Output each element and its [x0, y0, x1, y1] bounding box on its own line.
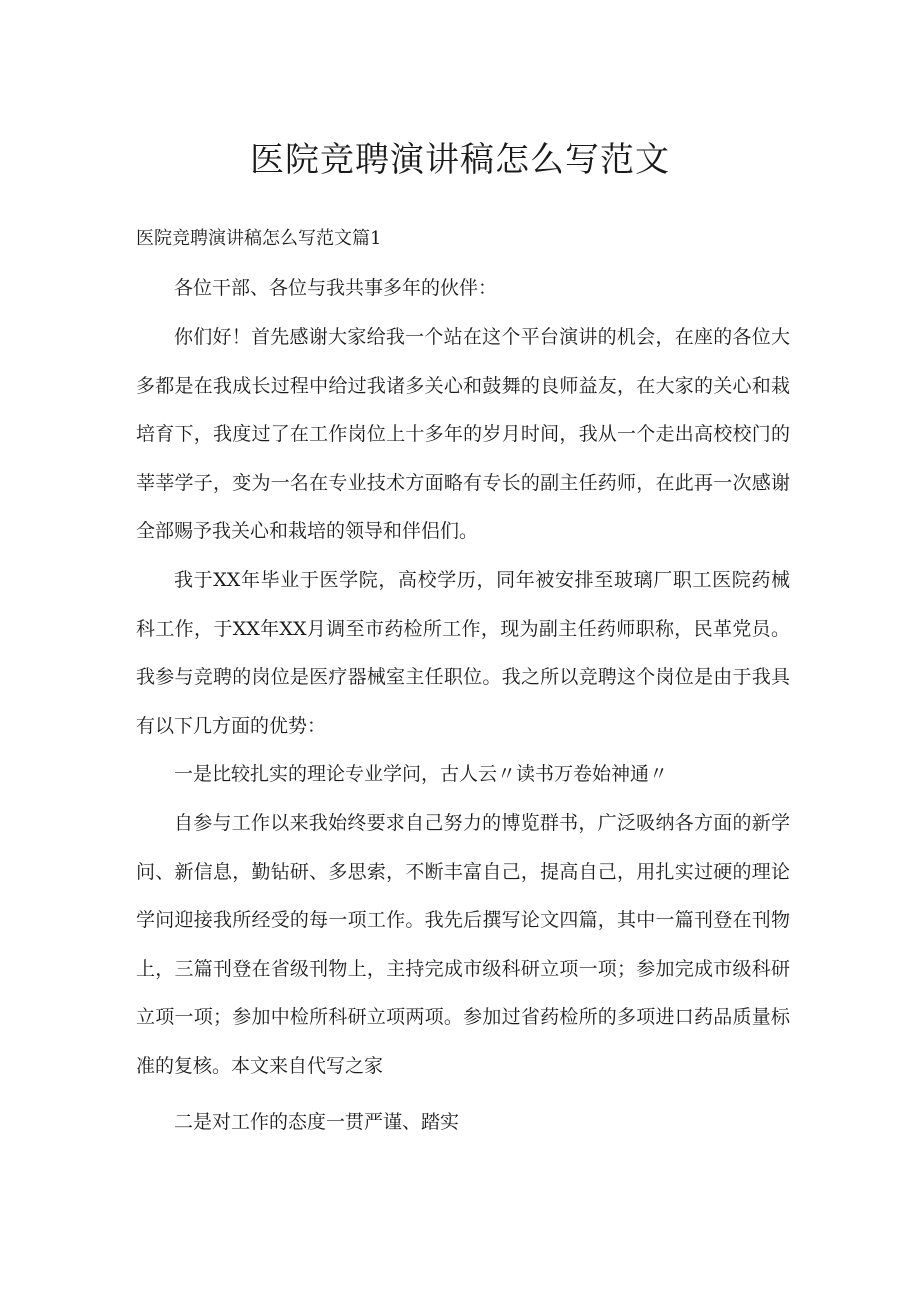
document-title: 医院竞聘演讲稿怎么写范文: [250, 140, 670, 180]
document-subtitle: 医院竞聘演讲稿怎么写范文篇1: [136, 228, 382, 249]
paragraph-greeting: 各位干部、各位与我共事多年的伙伴：: [174, 277, 498, 299]
paragraph-background: 我于XX年毕业于医学院，高校学历，同年被安排至玻璃厂职工医院药械科工作，于XX年XX月调至市药检所工作，现为副主任药师职称，民革党员。我参与竞聘的岗位是医疗器械室主任职位。我之所以竞聘这个岗位是由于我具有以下几方面的优势：: [136, 569, 790, 737]
paragraph-point-two: 二是对工作的态度一贯严谨、踏实: [174, 1111, 460, 1133]
paragraph-study: 自参与工作以来我始终要求自己努力的博览群书，广泛吸纳各方面的新学问、新信息，勤钻研、多思索，不断丰富自己，提高自己，用扎实过硬的理论学问迎接我所经受的每一项工作。我先后撰写论文四篇，其中一篇刊登在刊物上，三篇刊登在省级刊物上，主持完成市级科研立项一项；参加完成市级科研立项一项；参加中检所科研立项两项。参加过省药检所的多项进口药品质量标准的复核。本文来自代写之家: [136, 812, 790, 1077]
paragraph-thanks: 你们好！首先感谢大家给我一个站在这个平台演讲的机会，在座的各位大多都是在我成长过程中给过我诸多关心和鼓舞的良师益友，在大家的关心和栽培育下，我度过了在工作岗位上十多年的岁月时间，我从一个走出高校校门的莘莘学子，变为一名在专业技术方面略有专长的副主任药师，在此再一次感谢全部赐予我关心和栽培的领导和伴侣们。: [136, 326, 790, 542]
paragraph-point-one: 一是比较扎实的理论专业学问，古人云〃读书万卷始神通〃: [174, 763, 669, 785]
